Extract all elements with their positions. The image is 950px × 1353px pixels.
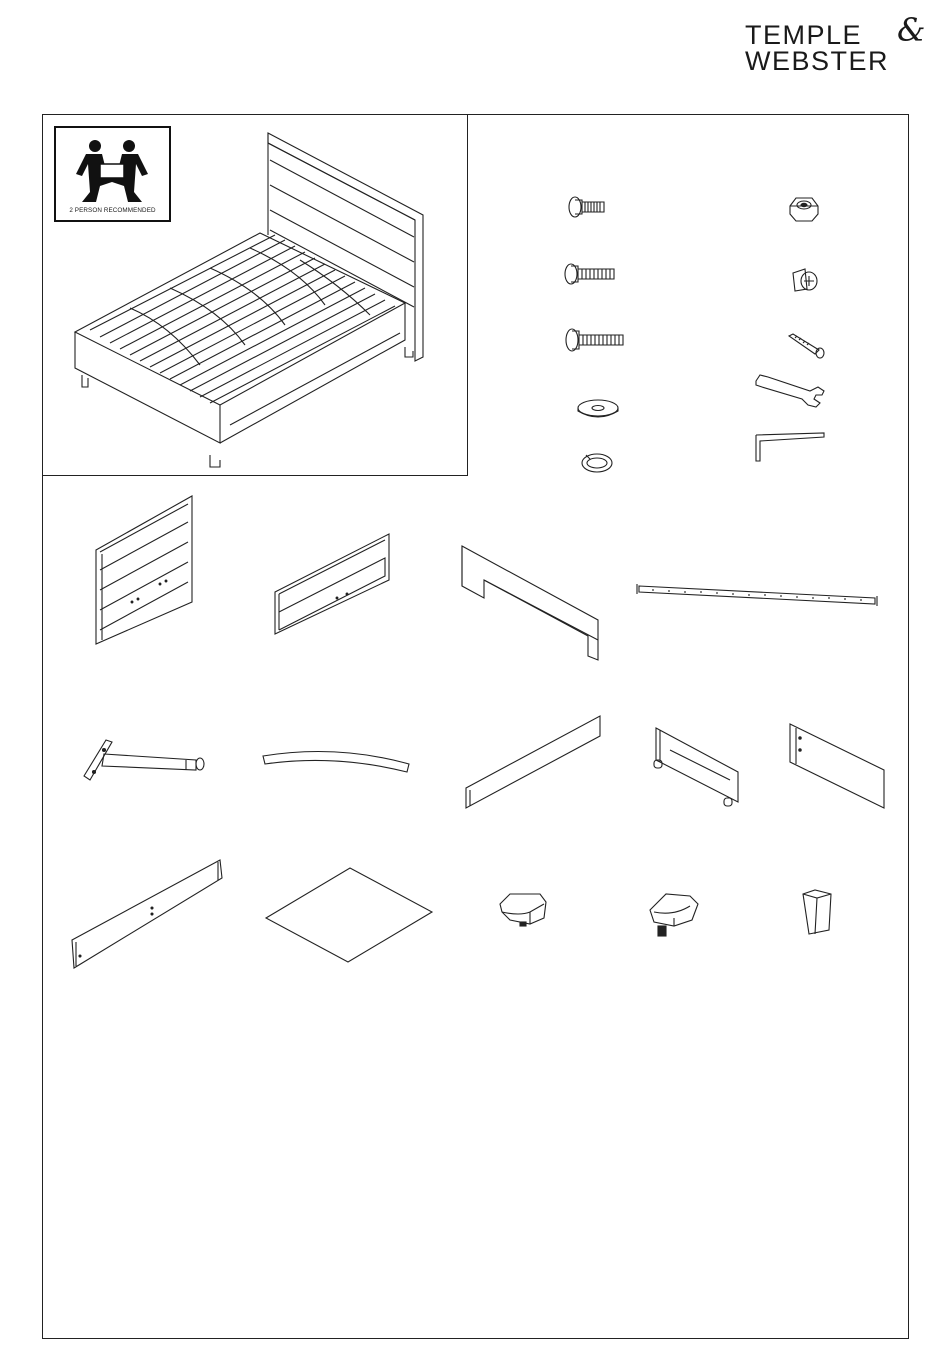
brand-logo <box>745 11 930 78</box>
slat-rail-icon <box>68 856 228 972</box>
lock-nut-icon <box>786 194 822 224</box>
allen-key-icon <box>752 431 828 465</box>
brand-line-1: TEMPLE <box>745 20 863 50</box>
brand-line-2: WEBSTER <box>745 46 890 76</box>
assembled-bed-drawing <box>70 125 440 470</box>
slat-holder-cap-icon <box>496 890 550 930</box>
curved-slat-icon <box>259 748 413 778</box>
warning-label: 2 PERSON RECOMMENDED <box>69 207 156 214</box>
dowel-bolt-icon <box>785 330 829 360</box>
open-spanner-icon <box>752 373 828 409</box>
medium-bolt-icon <box>562 260 618 288</box>
short-bolt-icon <box>566 194 610 220</box>
cam-lock-icon <box>787 265 821 295</box>
side-rail-icon <box>458 542 604 664</box>
slat-holder-cap-with-bolt-icon <box>646 890 702 942</box>
headboard-icon <box>92 492 198 648</box>
long-panel-icon <box>462 712 606 810</box>
drawer-base-board-icon <box>262 864 436 966</box>
flat-washer-icon <box>575 396 621 422</box>
brand-ampersand: & <box>897 11 926 49</box>
t-support-leg-icon <box>78 736 210 786</box>
long-bolt-icon <box>563 325 627 355</box>
footboard-panel-icon <box>271 530 395 638</box>
center-beam-rail-icon <box>633 580 881 610</box>
drawer-front-with-castors-icon <box>650 724 744 810</box>
bed-foot-icon <box>797 886 837 938</box>
spring-washer-icon <box>578 449 616 477</box>
drawer-panel-icon <box>786 720 890 812</box>
